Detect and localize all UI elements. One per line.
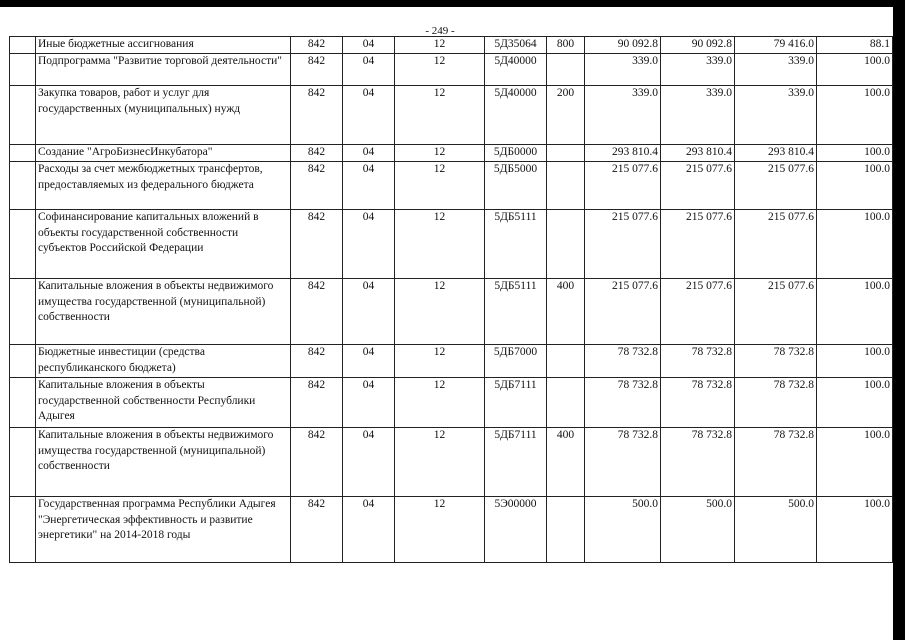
target-article-cell: 5ДБ5111: [485, 279, 547, 345]
section-code-cell: 04: [343, 54, 395, 86]
item-name-cell: Государственная программа Республики Адыгея "Энергетическая эффективность и развитие энергетики" на 2014-2018 годы: [36, 497, 291, 563]
table-row: [10, 345, 893, 378]
expense-type-cell: 400: [547, 428, 585, 497]
expense-type-cell: [547, 210, 585, 279]
department-code-cell: 842: [291, 497, 343, 563]
execution-percent-cell: 100.0: [817, 162, 893, 210]
target-article-cell: 5Д40000: [485, 86, 547, 145]
amount-plan-cell: 293 810.4: [585, 145, 661, 162]
amount-revised-cell: 500.0: [661, 497, 735, 563]
amount-plan-cell: 500.0: [585, 497, 661, 563]
subsection-code-cell: 12: [395, 145, 485, 162]
expense-type-cell: [547, 54, 585, 86]
amount-plan-cell: 339.0: [585, 54, 661, 86]
subsection-code-cell: 12: [395, 279, 485, 345]
item-name-cell: Капитальные вложения в объекты государственной собственности Республики Адыгея: [36, 378, 291, 428]
target-article-cell: 5ДБ0000: [485, 145, 547, 162]
subsection-code-cell: 12: [395, 86, 485, 145]
amount-plan-cell: 90 092.8: [585, 37, 661, 54]
section-code-cell: 04: [343, 162, 395, 210]
target-article-cell: 5ДБ5000: [485, 162, 547, 210]
execution-percent-cell: 100.0: [817, 145, 893, 162]
department-code-cell: 842: [291, 378, 343, 428]
item-name-cell: Создание "АгроБизнесИнкубатора": [36, 145, 291, 162]
row-marker: [10, 54, 36, 86]
amount-plan-cell: 78 732.8: [585, 345, 661, 378]
target-article-cell: 5ДБ7111: [485, 378, 547, 428]
item-name-cell: Капитальные вложения в объекты недвижимого имущества государственной (муниципальной) собственности: [36, 428, 291, 497]
section-code-cell: 04: [343, 497, 395, 563]
amount-revised-cell: 78 732.8: [661, 428, 735, 497]
amount-actual-cell: 339.0: [735, 54, 817, 86]
target-article-cell: 5ДБ7000: [485, 345, 547, 378]
item-name-cell: Иные бюджетные ассигнования: [36, 37, 291, 54]
amount-actual-cell: 79 416.0: [735, 37, 817, 54]
amount-actual-cell: 78 732.8: [735, 428, 817, 497]
execution-percent-cell: 100.0: [817, 279, 893, 345]
amount-revised-cell: 339.0: [661, 54, 735, 86]
amount-plan-cell: 339.0: [585, 86, 661, 145]
amount-revised-cell: 339.0: [661, 86, 735, 145]
department-code-cell: 842: [291, 210, 343, 279]
execution-percent-cell: 100.0: [817, 497, 893, 563]
target-article-cell: 5Э00000: [485, 497, 547, 563]
table-row: [10, 378, 893, 428]
expense-type-cell: [547, 497, 585, 563]
section-code-cell: 04: [343, 345, 395, 378]
subsection-code-cell: 12: [395, 162, 485, 210]
table-row: [10, 86, 893, 145]
expense-type-cell: [547, 378, 585, 428]
execution-percent-cell: 100.0: [817, 378, 893, 428]
row-marker: [10, 345, 36, 378]
subsection-code-cell: 12: [395, 378, 485, 428]
amount-actual-cell: 78 732.8: [735, 345, 817, 378]
budget-table: [9, 36, 893, 563]
target-article-cell: 5Д40000: [485, 54, 547, 86]
item-name-cell: Расходы за счет межбюджетных трансфертов, предоставляемых из федерального бюджета: [36, 162, 291, 210]
department-code-cell: 842: [291, 428, 343, 497]
department-code-cell: 842: [291, 37, 343, 54]
execution-percent-cell: 100.0: [817, 428, 893, 497]
amount-plan-cell: 215 077.6: [585, 279, 661, 345]
subsection-code-cell: 12: [395, 210, 485, 279]
section-code-cell: 04: [343, 378, 395, 428]
department-code-cell: 842: [291, 279, 343, 345]
section-code-cell: 04: [343, 279, 395, 345]
row-marker: [10, 145, 36, 162]
department-code-cell: 842: [291, 86, 343, 145]
row-marker: [10, 210, 36, 279]
item-name-cell: Закупка товаров, работ и услуг для государственных (муниципальных) нужд: [36, 86, 291, 145]
expense-type-cell: 800: [547, 37, 585, 54]
amount-actual-cell: 215 077.6: [735, 279, 817, 345]
row-marker: [10, 279, 36, 345]
table-row: [10, 145, 893, 162]
amount-revised-cell: 90 092.8: [661, 37, 735, 54]
section-code-cell: 04: [343, 428, 395, 497]
subsection-code-cell: 12: [395, 345, 485, 378]
amount-actual-cell: 500.0: [735, 497, 817, 563]
expense-type-cell: [547, 345, 585, 378]
target-article-cell: 5ДБ5111: [485, 210, 547, 279]
expense-type-cell: 400: [547, 279, 585, 345]
amount-plan-cell: 215 077.6: [585, 162, 661, 210]
amount-revised-cell: 78 732.8: [661, 345, 735, 378]
subsection-code-cell: 12: [395, 54, 485, 86]
row-marker: [10, 162, 36, 210]
expense-type-cell: [547, 145, 585, 162]
execution-percent-cell: 100.0: [817, 210, 893, 279]
table-row: [10, 54, 893, 86]
item-name-cell: Подпрограмма "Развитие торговой деятельности": [36, 54, 291, 86]
item-name-cell: Софинансирование капитальных вложений в объекты государственной собственности субъектов Российской Федерации: [36, 210, 291, 279]
section-code-cell: 04: [343, 145, 395, 162]
department-code-cell: 842: [291, 54, 343, 86]
execution-percent-cell: 88.1: [817, 37, 893, 54]
row-marker: [10, 497, 36, 563]
amount-plan-cell: 78 732.8: [585, 428, 661, 497]
item-name-cell: Капитальные вложения в объекты недвижимого имущества государственной (муниципальной) собственности: [36, 279, 291, 345]
table-row: [10, 162, 893, 210]
amount-plan-cell: 78 732.8: [585, 378, 661, 428]
department-code-cell: 842: [291, 345, 343, 378]
expense-type-cell: [547, 162, 585, 210]
target-article-cell: 5ДБ7111: [485, 428, 547, 497]
department-code-cell: 842: [291, 162, 343, 210]
amount-actual-cell: 215 077.6: [735, 210, 817, 279]
subsection-code-cell: 12: [395, 497, 485, 563]
table-row: [10, 497, 893, 563]
execution-percent-cell: 100.0: [817, 54, 893, 86]
target-article-cell: 5Д35064: [485, 37, 547, 54]
amount-actual-cell: 215 077.6: [735, 162, 817, 210]
execution-percent-cell: 100.0: [817, 86, 893, 145]
expense-type-cell: 200: [547, 86, 585, 145]
scan-right-border: [893, 7, 905, 640]
section-code-cell: 04: [343, 86, 395, 145]
amount-revised-cell: 215 077.6: [661, 162, 735, 210]
amount-plan-cell: 215 077.6: [585, 210, 661, 279]
scan-top-border: [0, 0, 905, 7]
amount-revised-cell: 215 077.6: [661, 279, 735, 345]
amount-actual-cell: 293 810.4: [735, 145, 817, 162]
amount-revised-cell: 78 732.8: [661, 378, 735, 428]
table-row: [10, 210, 893, 279]
amount-revised-cell: 293 810.4: [661, 145, 735, 162]
department-code-cell: 842: [291, 145, 343, 162]
amount-actual-cell: 339.0: [735, 86, 817, 145]
item-name-cell: Бюджетные инвестиции (средства республиканского бюджета): [36, 345, 291, 378]
table-row: [10, 428, 893, 497]
row-marker: [10, 378, 36, 428]
amount-revised-cell: 215 077.6: [661, 210, 735, 279]
table-row: [10, 37, 893, 54]
execution-percent-cell: 100.0: [817, 345, 893, 378]
row-marker: [10, 37, 36, 54]
row-marker: [10, 86, 36, 145]
table-row: [10, 279, 893, 345]
row-marker: [10, 428, 36, 497]
page-number: - 249 -: [425, 25, 455, 37]
subsection-code-cell: 12: [395, 428, 485, 497]
section-code-cell: 04: [343, 210, 395, 279]
subsection-code-cell: 12: [395, 37, 485, 54]
amount-actual-cell: 78 732.8: [735, 378, 817, 428]
section-code-cell: 04: [343, 37, 395, 54]
